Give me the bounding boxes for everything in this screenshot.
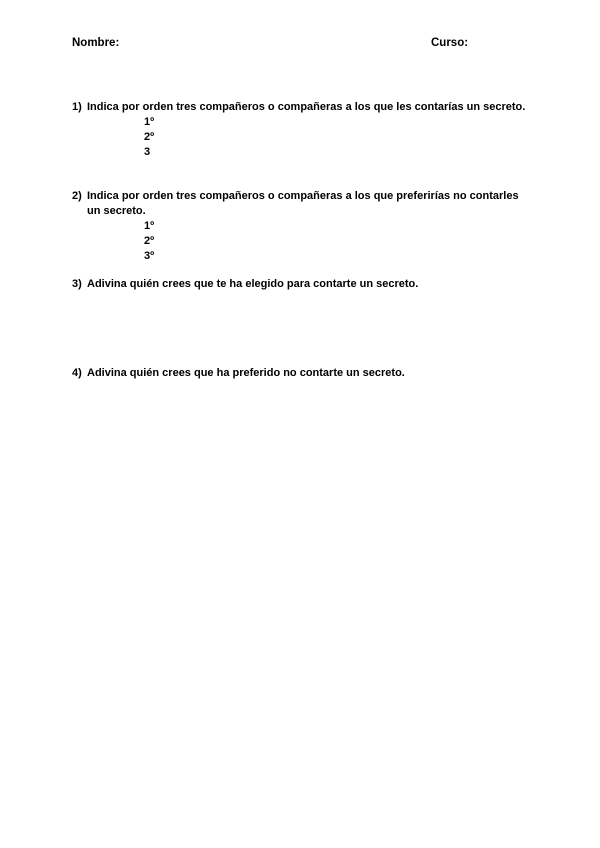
question-3-text: Adivina quién crees que te ha elegido para contarte un secreto. <box>87 278 419 290</box>
answer-line: 1º <box>144 116 155 128</box>
question-1-answers <box>144 115 528 160</box>
question-3-number: 3) <box>72 278 82 290</box>
question-2 <box>72 189 528 264</box>
answer-line: 3 <box>144 146 151 158</box>
question-1 <box>72 100 528 160</box>
question-1-text: Indica por orden tres compañeros o compañeras a los que les contarías un secreto. <box>87 101 526 113</box>
name-label: Nombre: <box>72 37 120 49</box>
question-4-text: Adivina quién crees que ha preferido no contarte un secreto. <box>87 367 405 379</box>
question-4 <box>72 366 528 381</box>
question-4-number: 4) <box>72 367 82 379</box>
question-2-number: 2) <box>72 190 82 202</box>
question-2-answers <box>144 219 528 264</box>
question-1-number: 1) <box>72 101 82 113</box>
course-label: Curso: <box>431 37 469 49</box>
answer-line: 1º <box>144 220 155 232</box>
question-2-text: Indica por orden tres compañeros o compañeras a los que preferirías no contarles un secreto. <box>87 190 519 217</box>
question-3 <box>72 277 528 292</box>
answer-line: 2º <box>144 131 155 143</box>
answer-line: 2º <box>144 235 155 247</box>
answer-line: 3º <box>144 250 155 262</box>
